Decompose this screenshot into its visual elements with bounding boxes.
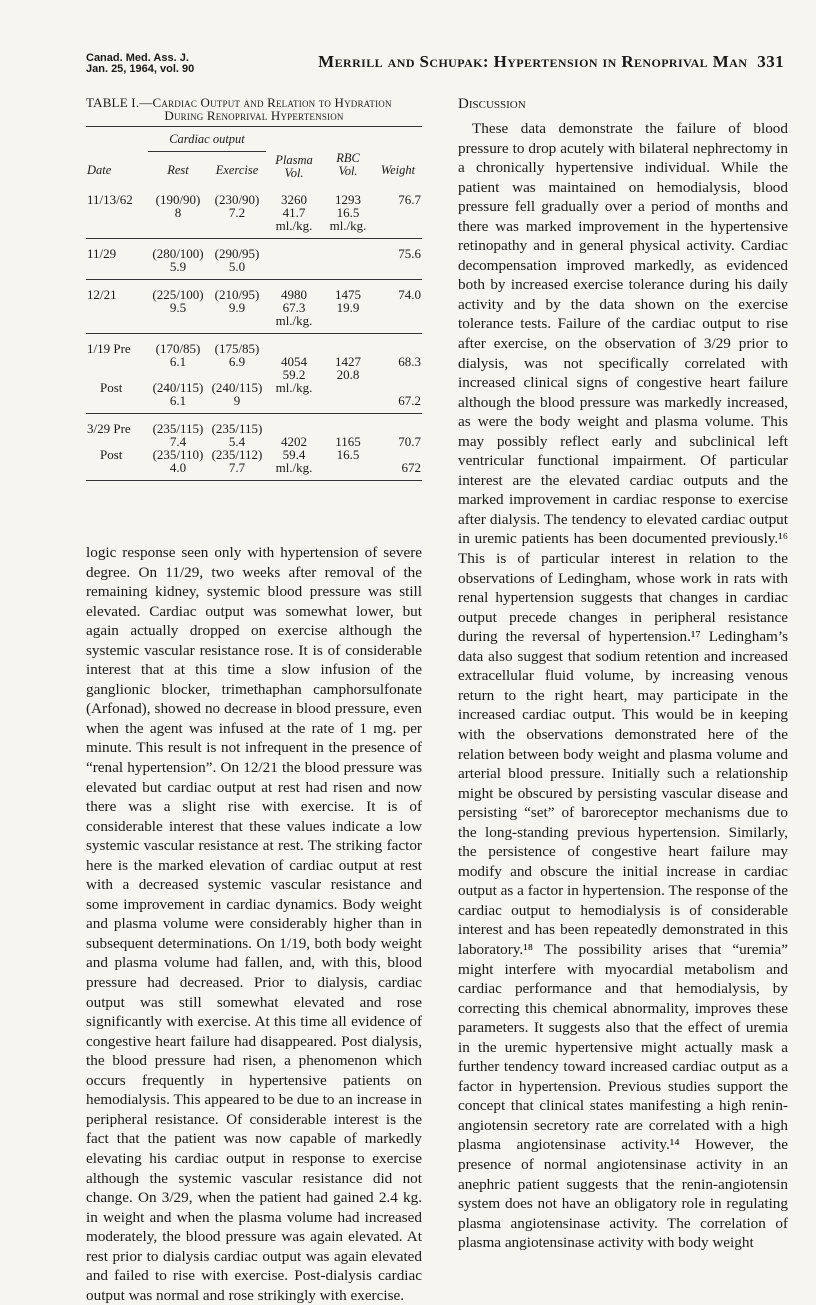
- cell-plasma: 4980: [281, 286, 307, 302]
- table-row: [86, 206, 422, 219]
- cell-weight: 70.7: [398, 433, 421, 449]
- cell-exercise: (290/95): [214, 245, 260, 261]
- cell-weight: [374, 333, 422, 355]
- cell-plasma: [266, 238, 322, 260]
- col-header-plasma-vol: Plasma Vol.: [275, 152, 313, 180]
- cell-rbc: 16.5: [336, 446, 360, 462]
- cell-rest: 5.9: [148, 260, 208, 280]
- cell-rest: (240/115): [152, 379, 204, 395]
- cell-exercise: 9.9: [228, 299, 246, 315]
- cell-date: [86, 394, 148, 414]
- journal-date: Jan. 25, 1964, vol. 90: [86, 63, 195, 75]
- cell-plasma: [266, 413, 322, 435]
- col-header-date: Date: [87, 162, 112, 177]
- cell-exercise: (235/112): [211, 446, 263, 462]
- cell-plasma: ml./kg.: [266, 219, 322, 239]
- cell-exercise: 5.0: [208, 260, 266, 280]
- cell-rbc: [322, 260, 374, 280]
- journal-citation: [86, 53, 194, 75]
- cell-rest: [148, 219, 208, 239]
- cell-rest: [148, 368, 208, 381]
- journal-name: Canad. Med. Ass. J.: [86, 52, 189, 64]
- table-label: TABLE I.—: [86, 95, 153, 110]
- cell-date: [86, 301, 148, 314]
- cell-date: 11/13/62: [87, 191, 133, 207]
- cell-weight: [374, 368, 422, 381]
- cell-date: 3/29 Pre: [87, 420, 131, 436]
- cell-weight: [374, 413, 422, 435]
- cell-weight: 68.3: [398, 353, 421, 369]
- table-row: [86, 279, 422, 301]
- cell-exercise: [208, 368, 266, 381]
- table-row: [86, 381, 422, 394]
- cell-rbc: ml./kg.: [322, 219, 374, 239]
- cell-rbc: 20.8: [336, 366, 360, 382]
- table-row: [86, 461, 422, 481]
- cell-plasma: 67.3: [282, 299, 306, 315]
- discussion-paragraph: These data demonstrate the failure of blood pressure to drop acutely with bilateral nephrectomy in a chronically hypertensive individual. While the patient was maintained on hemodialysis, blood pressure fell gradually over a period of months and there was marked improvement in the hypertensive retinopathy and in general physical activity. Cardiac decompensation improved markedly, as evidenced both by increased exercise tolerance during his daily activity and by the data shown on the exercise tolerance tests. Failure of the cardiac output to rise after exercise, on the observation of 3/29 prior to dialysis, was not specifically correlated with increased clinical signs of congestive heart failure although the blood pressure was markedly increased, as were the body weight and plasma volume. This may possibly reflect early and subclinical left ventricular functional impairment. Of particular interest are the elevated cardiac outputs and the marked improvement in cardiac response to exercise after dialysis. The tendency to elevated cardiac output in uremic patients has been documented previously.¹⁶ This is of particular interest in relation to the observations of Ledingham, whose work in rats with renal hypertension suggests that changes in cardiac output precede changes in peripheral resistance during the reversal of hypertension.¹⁷ Ledingham’s data also suggest that sodium retention and increased extracellular fluid volume, by increasing venous return to the right heart, may participate in the increased cardiac output. This would be in keeping with the observations demonstrated here of the relation between body weight and plasma volume and arterial blood pressure. Initially such a relationship might be obscured by persisting vascular disease and persisting “set” of baroreceptor mechanisms due to the long-standing previous hypertension. Similarly, the persistence of congestive heart failure may modify and obscure the initial increase in cardiac output as a factor in hypertension. The response of the cardiac output to hemodialysis is of considerable interest and has been repeatedly demonstrated in this laboratory.¹⁸ The possibility arises that “uremia” might interfere with myocardial metabolism and cardiac performance and that hemodialysis, by correcting this chemical abnormality, improves these parameters. It suggests also that the effect of uremia in the uremic hypertensive might actually mask a further tendency toward increased cardiac output as a factor in hypertension. Previous studies support the concept that clinical states manifesting a high renin-angiotensin secretory rate are correlated with a high plasma angiotensinase activity.¹⁴ However, the presence of normal angiotensinase activity in an anephric patient suggests that the renin-angiotensin system does not have an obligatory role in regulating plasma angiotensinase activity. The correlation of plasma angiotensinase activity with body weight: [458, 120, 788, 1252]
- cell-rbc: [322, 394, 374, 414]
- cell-rbc: [322, 381, 374, 394]
- cell-exercise: [208, 314, 266, 334]
- cell-weight: [374, 206, 422, 219]
- cell-weight: 74.0: [398, 286, 421, 302]
- running-title: Merrill and Schupak: Hypertension in Renoprival Man: [318, 52, 748, 71]
- table-row: [86, 219, 422, 239]
- cell-weight: [374, 219, 422, 239]
- table-row: [86, 394, 422, 414]
- cell-exercise: (230/90): [214, 191, 260, 207]
- cell-plasma: ml./kg.: [275, 379, 313, 395]
- cell-weight: [374, 260, 422, 280]
- cell-rest: (235/115): [152, 420, 204, 436]
- cell-date: [86, 314, 148, 334]
- cell-exercise: (240/115): [211, 379, 263, 395]
- cell-exercise: [208, 219, 266, 239]
- col-header-rbc-vol: RBC Vol.: [336, 150, 360, 178]
- table-row: [86, 260, 422, 280]
- cell-date: [86, 368, 148, 381]
- cell-rest: [148, 314, 208, 334]
- data-table: [86, 126, 422, 481]
- cell-plasma: ml./kg.: [266, 461, 322, 481]
- cell-date: [86, 461, 148, 481]
- table-row: [86, 413, 422, 435]
- cell-date: 11/29: [87, 245, 117, 261]
- cell-weight: [374, 314, 422, 334]
- cell-exercise: (235/115): [211, 420, 263, 436]
- cell-plasma: [266, 394, 322, 414]
- cell-weight: [374, 381, 422, 394]
- cell-rbc: [322, 314, 374, 334]
- cell-rest: (190/90): [155, 191, 201, 207]
- cell-date: 12/21: [87, 286, 117, 302]
- table-row: [86, 368, 422, 381]
- table-caption: [86, 96, 422, 122]
- table-row: [86, 435, 422, 448]
- cell-rbc: [322, 461, 374, 481]
- running-header: [318, 52, 784, 72]
- cell-plasma: [266, 260, 322, 280]
- cell-exercise: 6.9: [228, 353, 246, 369]
- cell-rbc: 19.9: [336, 299, 360, 315]
- col-header-rest: Rest: [167, 163, 189, 177]
- page-number: 331: [757, 52, 784, 71]
- discussion-section: [458, 96, 788, 1253]
- section-heading: Discussion: [458, 96, 526, 112]
- cell-plasma: ml./kg.: [266, 314, 322, 334]
- cell-plasma: 59.2: [282, 366, 306, 382]
- table-row: [86, 314, 422, 334]
- cell-rest: (235/110): [152, 446, 204, 462]
- cell-exercise: 9: [208, 394, 266, 414]
- cell-rest: 7.4: [169, 433, 187, 449]
- table-row: [86, 355, 422, 368]
- cell-weight: 67.2: [374, 394, 422, 414]
- cell-plasma: 59.4: [282, 446, 306, 462]
- cell-plasma: [266, 333, 322, 355]
- cell-plasma: 3260: [281, 191, 307, 207]
- body-paragraph: logic response seen only with hypertension of severe degree. On 11/29, two weeks after removal of the remaining kidney, systemic blood pressure was still elevated. Cardiac output was somewhat lower, but again actually dropped on exercise although the systemic vascular resistance rose. It is of considerable interest that at this time a slow infusion of the ganglionic blocker, trimethaphan camphorsulfonate (Arfonad), showed no decrease in blood pressure, even when the agent was infused at the rate of 1 mg. per minute. This result is not infrequent in the presence of “renal hypertension”. On 12/21 the blood pressure was elevated but cardiac output at rest had risen and now there was a slight rise with exercise. It is of considerable interest that these values indicate a low systemic vascular resistance at rest. The striking factor here is the marked elevation of cardiac output at rest with a decreased systemic vascular resistance and some improvement in cardiac dynamics. Body weight and plasma volume were considerably higher than in subsequent determinations. On 1/19, both body weight and plasma volume had fallen, and, with this, blood pressure had decreased. Prior to dialysis, cardiac output was still somewhat elevated and rose significantly with exercise. At this time all evidence of congestive heart failure had disappeared. Post dialysis, the blood pressure had risen, a phenomenon which occurs frequently in hypertensive patients on hemodialysis. This appeared to be due to an increase in peripheral resistance. Of considerable interest is the fact that the patient was now capable of markedly elevating his cardiac output in response to exercise although the systemic vascular resistance did not change. On 3/29, when the patient had gained 2.4 kg. in weight and when the plasma volume had increased moderately, the blood pressure was again elevated. At rest prior to dialysis cardiac output was again elevated and failed to rise with exercise. Post-dialysis cardiac output was normal and rose strikingly with exercise.: [86, 544, 422, 1304]
- cell-exercise: (175/85): [214, 340, 260, 356]
- cell-rbc: [322, 238, 374, 260]
- cell-exercise: (210/95): [214, 286, 260, 302]
- cell-rbc: 1427: [335, 353, 361, 369]
- table-title-line2: During Renoprival Hypertension: [164, 108, 344, 123]
- cell-weight: [374, 448, 422, 461]
- cell-rbc: 1165: [335, 433, 361, 449]
- body-text-left: [86, 543, 422, 1305]
- col-header-weight: Weight: [380, 162, 416, 177]
- cell-rest: 6.1: [148, 394, 208, 414]
- table-row: [86, 238, 422, 260]
- table-title-line1: Cardiac Output and Relation to Hydration: [152, 95, 392, 110]
- cell-rest: 8: [174, 204, 182, 220]
- cell-rest: (170/85): [155, 340, 201, 356]
- cell-weight: 76.7: [398, 191, 421, 207]
- cell-rest: 6.1: [169, 353, 187, 369]
- cell-weight: 75.6: [398, 245, 421, 261]
- cell-rbc: 1475: [335, 286, 361, 302]
- cell-weight: [374, 301, 422, 314]
- col-group-cardiac-output: Cardiac output: [148, 127, 266, 152]
- table-row: [86, 448, 422, 461]
- cell-rbc: [322, 413, 374, 435]
- cell-weight: 672: [374, 461, 422, 481]
- cell-date: [86, 219, 148, 239]
- cell-date: [86, 435, 148, 448]
- table-row: [86, 187, 422, 206]
- cell-plasma: 41.7: [282, 204, 306, 220]
- cell-rbc: [322, 333, 374, 355]
- cell-rest: 4.0: [148, 461, 208, 481]
- table-row: [86, 301, 422, 314]
- cell-rest: (280/100): [152, 245, 204, 261]
- col-header-exercise: Exercise: [215, 163, 259, 177]
- cell-date: 1/19 Pre: [87, 340, 131, 356]
- cell-exercise: 7.7: [208, 461, 266, 481]
- cell-date: [86, 355, 148, 368]
- cell-rbc: 16.5: [336, 204, 360, 220]
- cell-exercise: 7.2: [228, 204, 246, 220]
- table-row: [86, 333, 422, 355]
- cell-date: Post: [100, 379, 123, 395]
- cell-rest: 9.5: [169, 299, 187, 315]
- cell-rest: (225/100): [152, 286, 204, 302]
- cell-plasma: 4054: [281, 353, 307, 369]
- cell-exercise: 5.4: [228, 433, 246, 449]
- cell-plasma: 4202: [281, 433, 307, 449]
- cell-rbc: 1293: [335, 191, 361, 207]
- cell-date: [86, 206, 148, 219]
- cell-date: [86, 260, 148, 280]
- cell-date: Post: [100, 446, 123, 462]
